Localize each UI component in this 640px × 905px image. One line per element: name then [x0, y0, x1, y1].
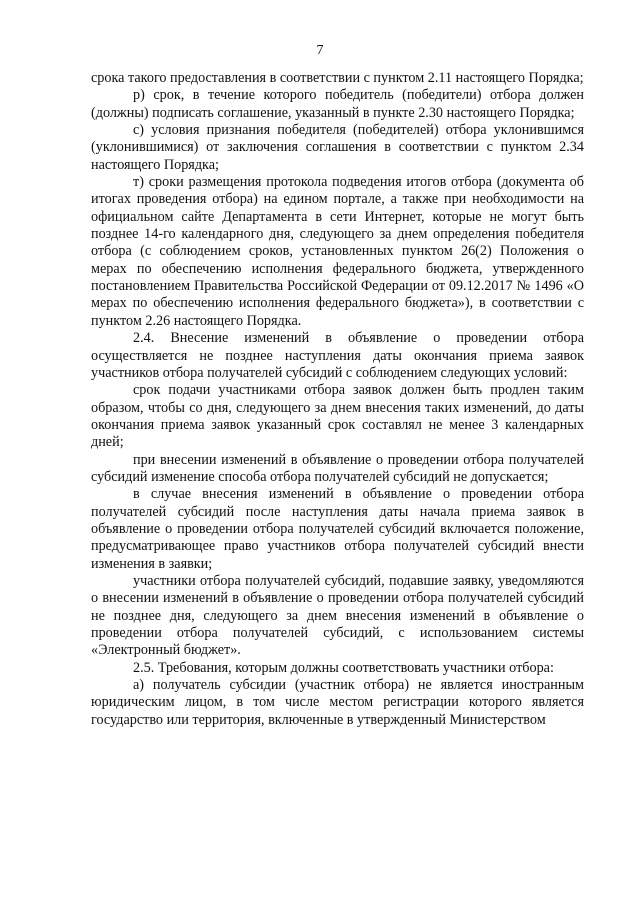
paragraph-condition-method: при внесении изменений в объявление о проведении отбора получателей субсидий изменение способа отбора получателей субсидий не допускается; [91, 451, 584, 485]
paragraph-section-2-5: 2.5. Требования, которым должны соответствовать участники отбора: [133, 659, 554, 676]
paragraph-item-a: а) получатель субсидии (участник отбора) не является иностранным юридическим лицом, в том числе местом регистрации которого является государство или территория, включенные в утвержденный Министерством [91, 677, 584, 728]
paragraph-condition-notification: участники отбора получателей субсидий, подавшие заявку, уведомляются о внесении изменений в объявление о проведении отбора получателей субсидий не позднее дня, следующего за днем внесения изменений в объявление о проведении отбора получателей субсидий, с использованием системы «Электронный бюджет». [91, 572, 584, 659]
document-body [91, 70, 584, 729]
paragraph-condition-deadline: срок подачи участниками отбора заявок должен быть продлен таким образом, чтобы со дня, следующего за днем внесения таких изменений, до даты окончания приема заявок указанный срок составлял не менее 3 календарных дней; [91, 382, 584, 451]
paragraph-item-s: с) условия признания победителя (победителей) отбора уклонившимся (уклонившимися) от заключения соглашения в соответствии с пунктом 2.34 настоящего Порядка; [91, 122, 584, 173]
paragraph-section-2-4: 2.4. Внесение изменений в объявление о проведении отбора осуществляется не позднее наступления даты окончания приема заявок участников отбора получателей субсидий с соблюдением следующих условий: [91, 330, 584, 381]
page-number: 7 [316, 43, 324, 58]
paragraph-item-r: р) срок, в течение которого победитель (победители) отбора должен (должны) подписать соглашение, указанный в пункте 2.30 настоящего Порядка; [91, 87, 584, 121]
paragraph-item-t: т) сроки размещения протокола подведения итогов отбора (документа об итогах проведения отбора) на едином портале, а также при необходимости на официальном сайте Департамента в сети Интернет, которые не могут быть позднее 14-го календарного дня, следующего за днем определения победителя отбора (с соблюдением сроков, установленных пунктом 26(2) Положения о мерах по обеспечению исполнения федерального бюджета, утвержденного постановлением Правительства Российской Федерации от 09.12.2017 № 1496 «О мерах по обеспечению исполнения федерального бюджета»), в соответствии с пунктом 2.26 настоящего Порядка. [91, 174, 584, 329]
paragraph-continuation: срока такого предоставления в соответствии с пунктом 2.11 настоящего Порядка; [91, 70, 584, 86]
paragraph-condition-changes: в случае внесения изменений в объявление о проведении отбора получателей субсидий после наступления даты начала приема заявок в объявление о проведении отбора получателей субсидий включается положение, предусматривающее право участников отбора получателей субсидий внести изменения в заявки; [91, 486, 584, 572]
